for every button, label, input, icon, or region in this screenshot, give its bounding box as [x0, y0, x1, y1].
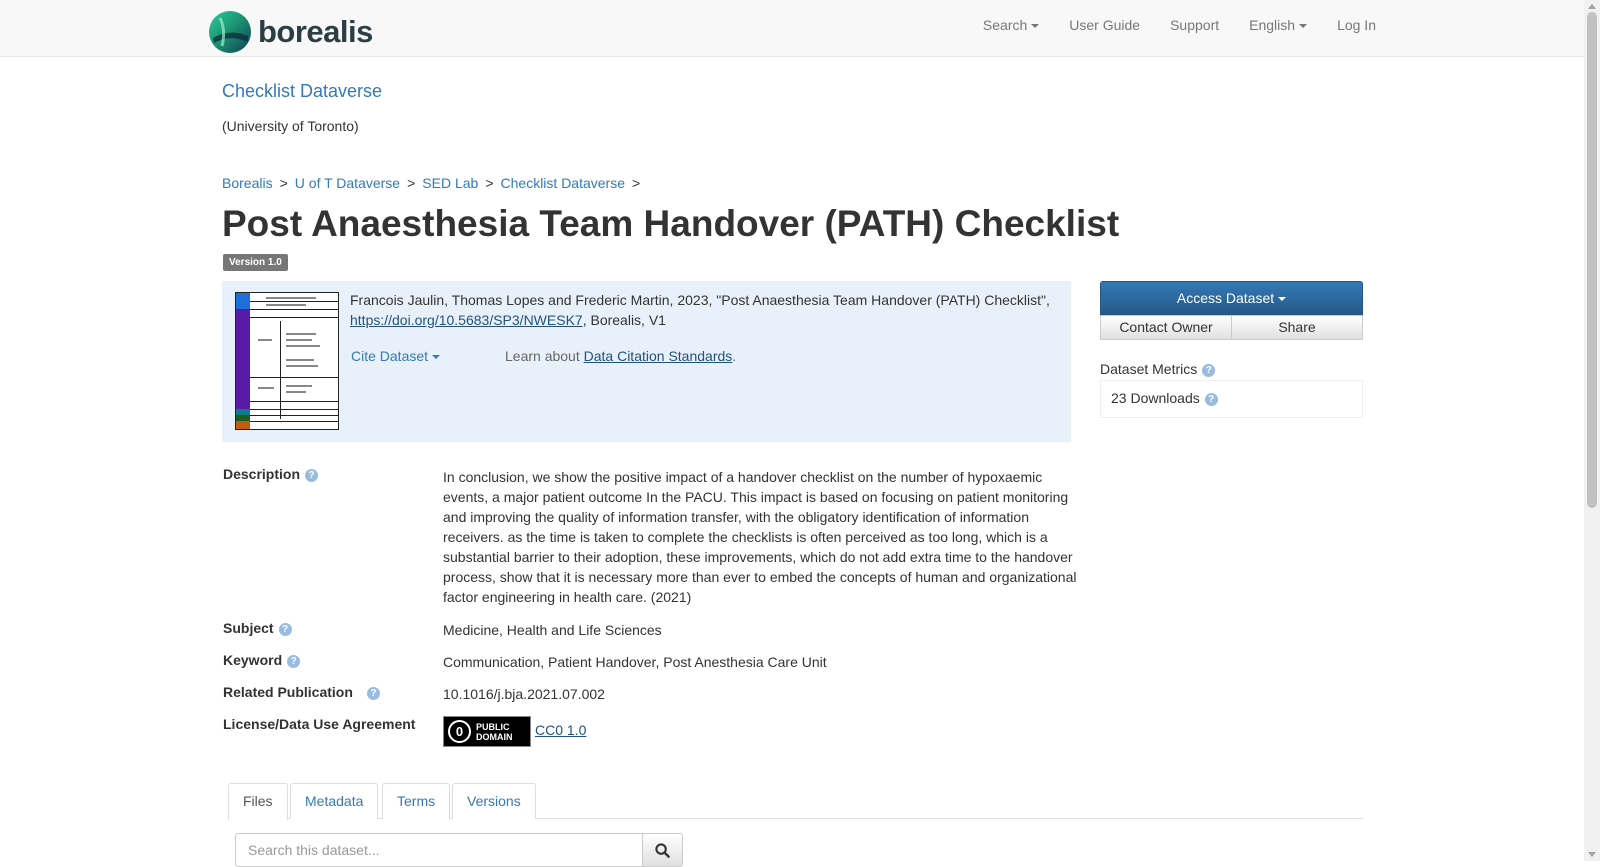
dataset-tabs: [228, 783, 1363, 819]
license-link[interactable]: CC0 1.0: [535, 722, 587, 739]
tab-files[interactable]: Files: [228, 783, 288, 820]
citation-authors: Francois Jaulin, Thomas Lopes and Frederic Martin, 2023, "Post Anaesthesia Team Handover (PATH) Checklist",: [350, 292, 1050, 308]
keyword-label: [223, 652, 300, 668]
downloads-count: [1111, 390, 1218, 406]
dataset-action-buttons: [1100, 315, 1363, 340]
borealis-logo-icon: [208, 10, 252, 54]
question-help-icon[interactable]: ?: [1205, 393, 1218, 406]
scroll-down-arrow-icon[interactable]: [1588, 852, 1596, 857]
nav-menu: [953, 0, 1376, 50]
file-search-input[interactable]: [235, 833, 643, 867]
brand-logo[interactable]: [208, 10, 373, 54]
cite-dataset-dropdown[interactable]: [351, 348, 440, 364]
keyword-label-text: Keyword: [223, 652, 283, 668]
access-dataset-label: Access Dataset: [1176, 290, 1275, 306]
nav-language-dropdown[interactable]: [1249, 17, 1307, 33]
citation-doi-link[interactable]: https://doi.org/10.5683/SP3/NWESK7: [350, 312, 583, 328]
question-help-icon[interactable]: ?: [287, 655, 300, 668]
caret-down-icon: [1031, 24, 1039, 28]
top-navbar: [0, 0, 1584, 57]
keyword-value: Communication, Patient Handover, Post Anesthesia Care Unit: [443, 654, 827, 670]
citation-box: [222, 281, 1071, 442]
version-badge: Version 1.0: [223, 254, 288, 271]
dataverse-title-link[interactable]: Checklist Dataverse: [222, 81, 383, 101]
breadcrumb-borealis[interactable]: Borealis: [222, 175, 273, 191]
citation-text: [350, 290, 1060, 330]
breadcrumb-separator: >: [279, 175, 288, 191]
breadcrumb-separator: >: [632, 175, 641, 191]
breadcrumb-checklist-dataverse[interactable]: Checklist Dataverse: [500, 175, 626, 191]
nav-search-label: Search: [982, 17, 1028, 33]
data-citation-standards-link[interactable]: Data Citation Standards: [583, 348, 733, 364]
access-dataset-button[interactable]: [1100, 281, 1363, 315]
search-icon: [655, 843, 670, 858]
breadcrumb-sed-lab[interactable]: SED Lab: [422, 175, 479, 191]
dataverse-affiliation: (University of Toronto): [222, 118, 359, 134]
license-value: [443, 716, 586, 747]
caret-down-icon: [1278, 297, 1286, 301]
caret-down-icon: [432, 355, 440, 359]
scrollbar-thumb[interactable]: [1587, 12, 1597, 508]
dataset-title: Post Anaesthesia Team Handover (PATH) Checklist: [222, 203, 1120, 244]
learn-about-text: Learn about: [505, 348, 580, 364]
scroll-up-arrow-icon[interactable]: [1588, 4, 1596, 9]
file-search: [235, 833, 683, 867]
license-label: License/Data Use Agreement: [223, 716, 416, 732]
dataset-thumbnail[interactable]: [235, 292, 339, 430]
share-button[interactable]: Share: [1232, 315, 1363, 340]
page-scrollbar[interactable]: [1584, 0, 1600, 861]
citation-standards-note: [505, 348, 736, 364]
subject-value: Medicine, Health and Life Sciences: [443, 622, 662, 638]
brand-name: borealis: [258, 14, 373, 49]
breadcrumb-separator: >: [485, 175, 494, 191]
contact-owner-button[interactable]: Contact Owner: [1100, 315, 1232, 340]
breadcrumb-separator: >: [407, 175, 416, 191]
cc0-public-domain-badge[interactable]: [443, 716, 531, 747]
question-help-icon[interactable]: ?: [279, 623, 292, 636]
cc-zero-icon: 0: [448, 720, 471, 743]
nav-support[interactable]: Support: [1170, 17, 1220, 33]
metrics-title-label: Dataset Metrics: [1100, 361, 1198, 377]
description-label-text: Description: [223, 466, 301, 482]
question-help-icon[interactable]: ?: [1202, 364, 1215, 377]
breadcrumb-uoft-dataverse[interactable]: U of T Dataverse: [294, 175, 401, 191]
cc-badge-text: [476, 722, 513, 742]
downloads-label: 23 Downloads: [1111, 390, 1200, 406]
tab-terms[interactable]: Terms: [382, 783, 450, 819]
file-search-button[interactable]: [643, 833, 683, 867]
dataset-metrics-heading: [1100, 361, 1215, 377]
nav-log-in[interactable]: Log In: [1337, 17, 1376, 33]
caret-down-icon: [1299, 24, 1307, 28]
tab-metadata[interactable]: Metadata: [290, 783, 378, 819]
description-label: [223, 466, 318, 482]
cc-badge-line2: DOMAIN: [476, 732, 513, 742]
tab-versions[interactable]: Versions: [452, 783, 536, 819]
nav-user-guide[interactable]: User Guide: [1069, 17, 1141, 33]
related-publication-label-text: Related Publication: [223, 684, 353, 700]
cc-badge-line1: PUBLIC: [476, 722, 510, 732]
breadcrumb: [222, 175, 647, 191]
citation-publisher: , Borealis, V1: [582, 312, 666, 328]
metrics-panel: [1100, 380, 1363, 418]
learn-suffix: .: [732, 348, 737, 364]
nav-language-label: English: [1249, 17, 1296, 33]
question-help-icon[interactable]: ?: [305, 469, 318, 482]
cite-dataset-label: Cite Dataset: [351, 348, 429, 364]
question-help-icon[interactable]: ?: [367, 687, 380, 700]
subject-label-text: Subject: [223, 620, 274, 636]
nav-search-dropdown[interactable]: [983, 17, 1039, 33]
subject-label: [223, 620, 292, 636]
related-publication-value: 10.1016/j.bja.2021.07.002: [443, 686, 605, 702]
description-value: In conclusion, we show the positive impact of a handover checklist on the number of hypoxaemic events, a major patient outcome In the PACU. This impact is based on focusing on patient monitoring and improving the quality of information transfer, with the obligatory identification of information receivers. as the time is taken to complete the checklists is often perceived as too long, which is a substantial barrier to their adoption, these improvements, which do not add extra time to the handover process, show that it is necessary more than ever to embed the concepts of human and organizational factor engineering in health care. (2021): [443, 469, 1077, 605]
related-publication-label: [223, 684, 380, 700]
